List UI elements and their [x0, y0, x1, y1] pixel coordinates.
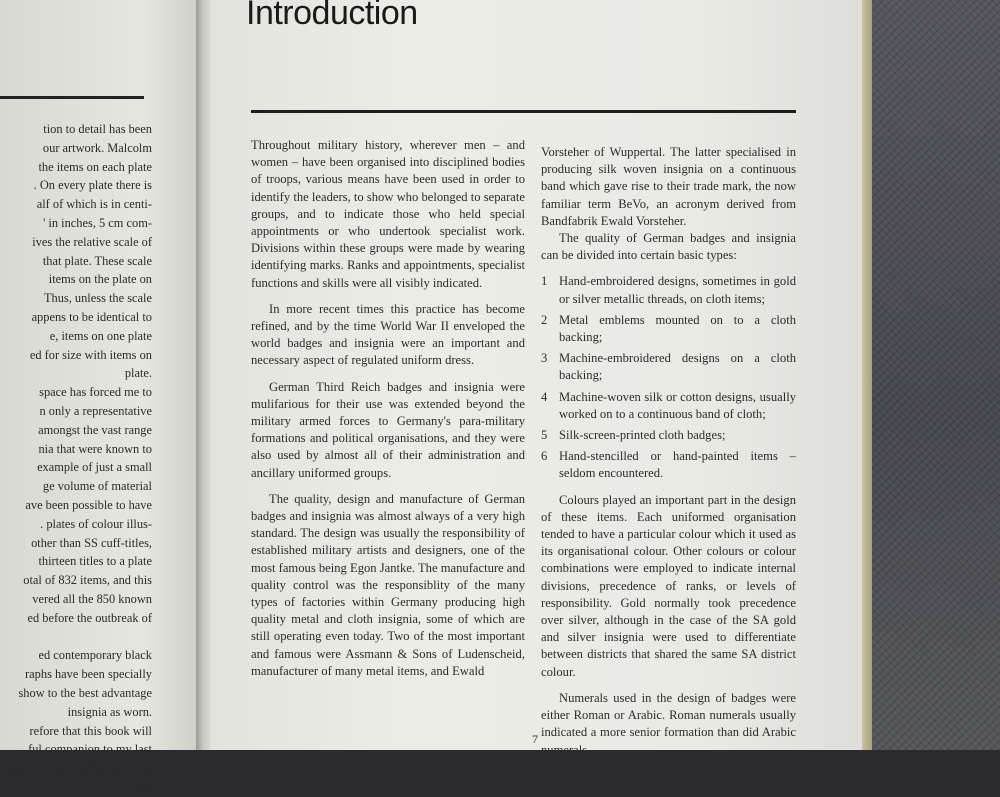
- paragraph: Colours played an important part in the design of these items. Each uniformed organisation tended to have a particular colour which it used as its organisational colour. Other colours or colour combinations were employed to indicate internal divisions, precedence of ranks, or levels of responsibility. Gold normally took precedence over silver, although in the case of the SA gold and silver insignia were used to differentiate between districts that shared the same SA district colour.: [541, 492, 796, 679]
- badge-types-list: [541, 273, 796, 482]
- left-page-line: our artwork. Malcolm: [42, 140, 152, 155]
- left-page-line: ge volume of material: [42, 479, 152, 494]
- list-item-number: 4: [541, 389, 548, 404]
- list-item-text: Silk-screen-printed cloth badges;: [559, 428, 726, 443]
- left-page-line: refore that this book will: [29, 723, 152, 738]
- left-page-line: tion to detail has been: [43, 122, 152, 136]
- paragraph: Numerals used in the design of badges were either Roman or Arabic. Roman numerals usually indicated a more senior formation than did Arabic numerals.: [541, 690, 796, 757]
- list-item-text: Metal emblems mounted on to a cloth backing;: [559, 312, 796, 345]
- paragraph: German Third Reich badges and insignia were mulifarious for their use was extended beyond the military armed forces to Germany's para-military formations and political organisations, and they were also used by almost all of their administration and ancillary uniformed groups.: [251, 379, 525, 480]
- list-item-text: Hand-embroidered designs, sometimes in gold or silver metallic threads, on cloth items;: [559, 274, 796, 306]
- left-page-line: amongst the vast range: [38, 422, 152, 437]
- left-page-line: raphs have been specially: [25, 667, 152, 682]
- page-number: 7: [532, 732, 538, 746]
- paragraph: The quality of German badges and insignia can be divided into certain basic types:: [541, 231, 796, 263]
- title-rule: [251, 110, 796, 113]
- list-item-number: 2: [541, 312, 548, 327]
- left-page-line: ives the relative scale of: [32, 234, 152, 249]
- left-page-line: ed for size with items on: [29, 347, 152, 362]
- left-page-line: n only a representative: [39, 403, 152, 418]
- left-page-line: ful companion to my last: [28, 742, 152, 757]
- paragraph: Throughout military history, wherever men – and women – have been organised into disciplined bodies of troops, various means have been used in order to identify the leaders, to show who belonged to separate groups, and to indicate those who held special appointments or who undertook specialist work. Divisions within these groups were made by wearing identifying marks. Ranks and appointments, specialist functions and skills were all visibly indicated.: [251, 138, 525, 290]
- paragraph: The quality, design and manufacture of German badges and insignia was almost always of a very high standard. The design was usually the responsibility of established military artists and designers, one of the most famous being Egon Jantke. The manufacture and quality control was the responsiblity of the many types of factories within Germany producing high quality metal and cloth insignia, some of which are still operating even today. Two of the most important and famous were Assmann & Sons of Ludenscheid, manufacturer of many metal items, and Ewald: [251, 491, 525, 678]
- list-item-text: Machine-woven silk or cotton designs, usually worked on to a continuous band of cloth;: [559, 389, 796, 421]
- background-couch-fabric: [860, 0, 1000, 750]
- list-item-number: 3: [541, 351, 548, 366]
- left-page-line: thirteen titles to a plate: [38, 554, 152, 569]
- left-page-line: nia that were known to: [38, 441, 152, 456]
- list-item: [541, 427, 796, 444]
- left-page-line: the items on each plate: [38, 159, 152, 174]
- left-page-line: 45.: [136, 779, 152, 794]
- left-page-line: . plates of colour illus-: [40, 516, 152, 531]
- text-column-left: [251, 137, 525, 680]
- left-page: [0, 0, 202, 794]
- left-page-line: items on the plate on: [48, 272, 152, 287]
- list-item: [541, 312, 796, 346]
- left-page-line: ook, German Uniforms of the: [5, 761, 152, 776]
- left-page-line: ed contemporary black: [38, 648, 152, 663]
- list-item-number: 1: [541, 274, 548, 289]
- left-page-text: [0, 120, 152, 797]
- left-page-line: ed before the outbreak of: [27, 610, 152, 625]
- left-page-line: appens to be identical to: [31, 309, 152, 324]
- left-page-line: that plate. These scale: [42, 253, 152, 268]
- page-title: Introduction: [246, 0, 418, 32]
- paragraph: Vorsteher of Wuppertal. The latter specialised in producing silk woven insignia on a continuous band which gave rise to their trade mark, the now familiar term BeVo, an acronym derived from Bandfabrik Ewald Vorsteher.: [541, 145, 796, 228]
- list-item-text: Machine-embroidered designs on a cloth backing;: [559, 351, 796, 383]
- left-page-line: alf of which is in centi-: [36, 197, 152, 212]
- left-page-line: space has forced me to: [39, 385, 152, 400]
- list-item-text: Hand-stencilled or hand-painted items – seldom encountered.: [559, 449, 796, 481]
- left-page-line: [0, 628, 152, 647]
- text-column-right: [541, 144, 796, 759]
- left-page-line: . On every plate there is: [33, 178, 152, 193]
- left-page-rule: [0, 96, 144, 99]
- left-page-line: other than SS cuff-titles,: [31, 535, 152, 550]
- page-edge: [862, 0, 872, 750]
- list-item-number: 5: [541, 428, 548, 443]
- left-page-line: ' in inches, 5 cm com-: [43, 215, 152, 230]
- list-item: [541, 448, 796, 482]
- list-item-number: 6: [541, 449, 548, 464]
- paragraph: In more recent times this practice has become refined, and by the time World War II enveloped the world badges and insignia were an important and necessary aspect of regulated uniform dress.: [251, 301, 525, 368]
- left-page-line: otal of 832 items, and this: [23, 573, 152, 588]
- left-page-line: e, items on one plate: [49, 328, 152, 343]
- left-page-line: example of just a small: [37, 460, 152, 475]
- left-page-line: vered all the 850 known: [32, 591, 152, 606]
- left-page-line: show to the best advantage: [18, 685, 152, 700]
- list-item: [541, 273, 796, 307]
- list-item: [541, 389, 796, 423]
- left-page-line: plate.: [124, 366, 152, 381]
- left-page-line: insignia as worn.: [67, 704, 152, 719]
- left-page-line: ave been possible to have: [25, 497, 152, 512]
- left-page-line: Thus, unless the scale: [43, 291, 152, 306]
- list-item: [541, 350, 796, 384]
